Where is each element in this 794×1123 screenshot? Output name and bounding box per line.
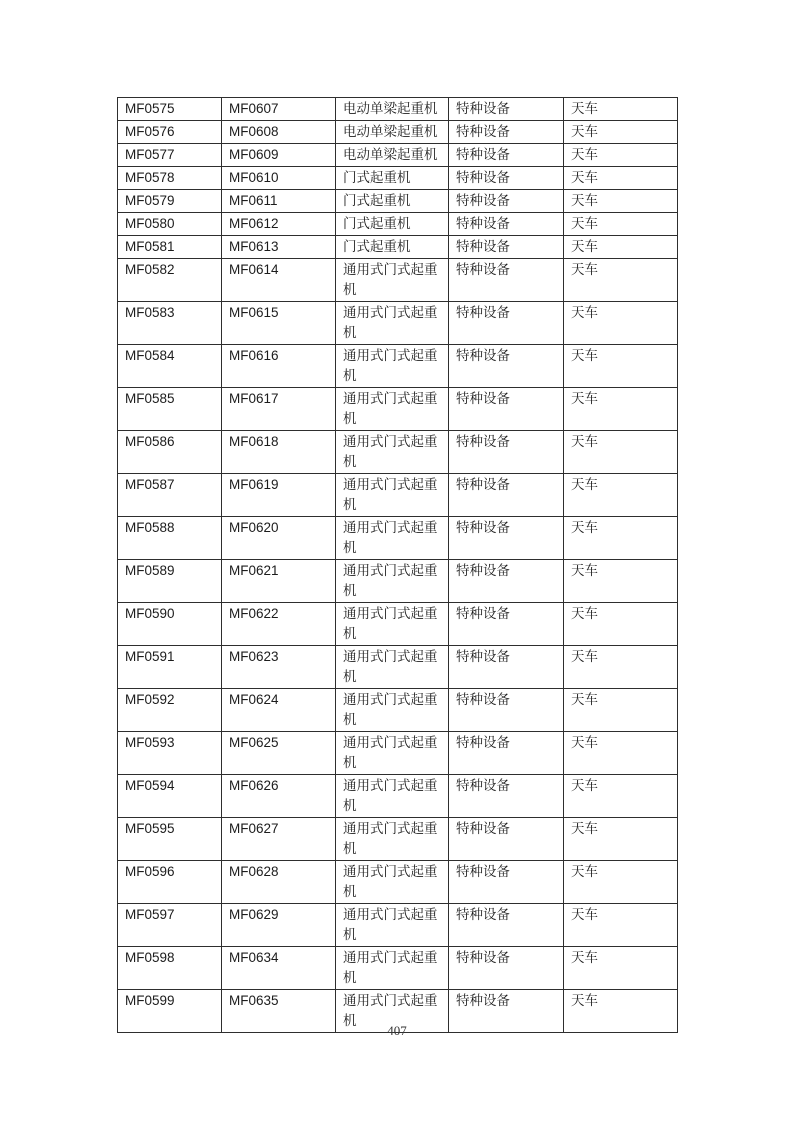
cell-code-new: MF0634 <box>222 947 336 990</box>
cell-alias: 天车 <box>564 98 678 121</box>
cell-code-new: MF0624 <box>222 689 336 732</box>
cell-equipment-name: 门式起重机 <box>336 167 449 190</box>
cell-code-new: MF0616 <box>222 345 336 388</box>
cell-equipment-name: 通用式门式起重机 <box>336 646 449 689</box>
cell-category: 特种设备 <box>449 431 564 474</box>
cell-code-old: MF0577 <box>118 144 222 167</box>
cell-alias: 天车 <box>564 818 678 861</box>
cell-category: 特种设备 <box>449 345 564 388</box>
cell-code-new: MF0635 <box>222 990 336 1033</box>
cell-alias: 天车 <box>564 560 678 603</box>
cell-code-old: MF0592 <box>118 689 222 732</box>
cell-equipment-name: 通用式门式起重机 <box>336 474 449 517</box>
cell-category: 特种设备 <box>449 861 564 904</box>
cell-equipment-name: 门式起重机 <box>336 190 449 213</box>
cell-code-new: MF0608 <box>222 121 336 144</box>
cell-category: 特种设备 <box>449 167 564 190</box>
cell-alias: 天车 <box>564 904 678 947</box>
cell-category: 特种设备 <box>449 560 564 603</box>
table-row <box>118 213 678 236</box>
cell-alias: 天车 <box>564 431 678 474</box>
equipment-table-body <box>118 98 678 1033</box>
table-row <box>118 818 678 861</box>
cell-code-new: MF0619 <box>222 474 336 517</box>
cell-code-old: MF0591 <box>118 646 222 689</box>
cell-equipment-name: 电动单梁起重机 <box>336 121 449 144</box>
cell-alias: 天车 <box>564 603 678 646</box>
cell-code-new: MF0627 <box>222 818 336 861</box>
cell-code-old: MF0581 <box>118 236 222 259</box>
cell-equipment-name: 通用式门式起重机 <box>336 775 449 818</box>
cell-category: 特种设备 <box>449 121 564 144</box>
cell-code-old: MF0599 <box>118 990 222 1033</box>
table-row <box>118 345 678 388</box>
cell-alias: 天车 <box>564 259 678 302</box>
cell-category: 特种设备 <box>449 818 564 861</box>
cell-code-new: MF0628 <box>222 861 336 904</box>
cell-alias: 天车 <box>564 517 678 560</box>
cell-equipment-name: 通用式门式起重机 <box>336 603 449 646</box>
cell-category: 特种设备 <box>449 302 564 345</box>
table-row <box>118 646 678 689</box>
table-row <box>118 689 678 732</box>
cell-code-new: MF0611 <box>222 190 336 213</box>
cell-code-old: MF0595 <box>118 818 222 861</box>
table-row <box>118 144 678 167</box>
table-row <box>118 259 678 302</box>
cell-code-old: MF0575 <box>118 98 222 121</box>
cell-code-new: MF0625 <box>222 732 336 775</box>
cell-code-old: MF0585 <box>118 388 222 431</box>
cell-alias: 天车 <box>564 732 678 775</box>
cell-category: 特种设备 <box>449 98 564 121</box>
table-row <box>118 474 678 517</box>
table-row <box>118 947 678 990</box>
cell-category: 特种设备 <box>449 144 564 167</box>
page-number: 407 <box>387 1023 407 1038</box>
cell-code-old: MF0593 <box>118 732 222 775</box>
cell-equipment-name: 通用式门式起重机 <box>336 947 449 990</box>
cell-equipment-name: 通用式门式起重机 <box>336 818 449 861</box>
cell-alias: 天车 <box>564 388 678 431</box>
cell-alias: 天车 <box>564 646 678 689</box>
table-row <box>118 388 678 431</box>
cell-alias: 天车 <box>564 345 678 388</box>
cell-code-old: MF0579 <box>118 190 222 213</box>
cell-alias: 天车 <box>564 302 678 345</box>
cell-category: 特种设备 <box>449 259 564 302</box>
cell-code-old: MF0586 <box>118 431 222 474</box>
table-row <box>118 861 678 904</box>
cell-category: 特种设备 <box>449 990 564 1033</box>
table-row <box>118 98 678 121</box>
cell-category: 特种设备 <box>449 689 564 732</box>
cell-equipment-name: 通用式门式起重机 <box>336 259 449 302</box>
cell-equipment-name: 通用式门式起重机 <box>336 689 449 732</box>
cell-code-new: MF0607 <box>222 98 336 121</box>
cell-equipment-name: 通用式门式起重机 <box>336 732 449 775</box>
cell-category: 特种设备 <box>449 947 564 990</box>
cell-code-old: MF0580 <box>118 213 222 236</box>
cell-code-new: MF0623 <box>222 646 336 689</box>
cell-code-old: MF0589 <box>118 560 222 603</box>
cell-alias: 天车 <box>564 236 678 259</box>
cell-equipment-name: 电动单梁起重机 <box>336 98 449 121</box>
table-row <box>118 732 678 775</box>
cell-category: 特种设备 <box>449 190 564 213</box>
cell-equipment-name: 通用式门式起重机 <box>336 904 449 947</box>
equipment-code-table <box>117 97 678 1033</box>
cell-code-old: MF0590 <box>118 603 222 646</box>
cell-code-old: MF0588 <box>118 517 222 560</box>
cell-code-old: MF0596 <box>118 861 222 904</box>
cell-category: 特种设备 <box>449 474 564 517</box>
cell-code-old: MF0576 <box>118 121 222 144</box>
cell-code-new: MF0614 <box>222 259 336 302</box>
cell-code-old: MF0583 <box>118 302 222 345</box>
cell-category: 特种设备 <box>449 517 564 560</box>
cell-category: 特种设备 <box>449 388 564 431</box>
table-row <box>118 236 678 259</box>
cell-code-old: MF0598 <box>118 947 222 990</box>
table-row <box>118 517 678 560</box>
cell-alias: 天车 <box>564 990 678 1033</box>
cell-equipment-name: 通用式门式起重机 <box>336 560 449 603</box>
cell-code-old: MF0584 <box>118 345 222 388</box>
cell-category: 特种设备 <box>449 775 564 818</box>
cell-category: 特种设备 <box>449 236 564 259</box>
table-row <box>118 302 678 345</box>
cell-code-new: MF0620 <box>222 517 336 560</box>
cell-code-old: MF0578 <box>118 167 222 190</box>
cell-category: 特种设备 <box>449 213 564 236</box>
table-row <box>118 121 678 144</box>
cell-equipment-name: 通用式门式起重机 <box>336 388 449 431</box>
table-row <box>118 603 678 646</box>
cell-alias: 天车 <box>564 689 678 732</box>
cell-code-new: MF0609 <box>222 144 336 167</box>
cell-code-new: MF0612 <box>222 213 336 236</box>
cell-alias: 天车 <box>564 190 678 213</box>
table-row <box>118 190 678 213</box>
cell-code-old: MF0597 <box>118 904 222 947</box>
table-row <box>118 431 678 474</box>
cell-category: 特种设备 <box>449 646 564 689</box>
cell-equipment-name: 门式起重机 <box>336 213 449 236</box>
cell-code-new: MF0613 <box>222 236 336 259</box>
cell-category: 特种设备 <box>449 732 564 775</box>
cell-code-new: MF0615 <box>222 302 336 345</box>
cell-alias: 天车 <box>564 213 678 236</box>
cell-category: 特种设备 <box>449 904 564 947</box>
table-row <box>118 560 678 603</box>
cell-code-old: MF0594 <box>118 775 222 818</box>
cell-equipment-name: 通用式门式起重机 <box>336 517 449 560</box>
table-row <box>118 167 678 190</box>
cell-alias: 天车 <box>564 474 678 517</box>
cell-code-new: MF0629 <box>222 904 336 947</box>
cell-alias: 天车 <box>564 947 678 990</box>
cell-code-new: MF0626 <box>222 775 336 818</box>
cell-code-new: MF0622 <box>222 603 336 646</box>
cell-alias: 天车 <box>564 861 678 904</box>
cell-category: 特种设备 <box>449 603 564 646</box>
cell-equipment-name: 通用式门式起重机 <box>336 990 449 1033</box>
cell-equipment-name: 电动单梁起重机 <box>336 144 449 167</box>
cell-code-old: MF0587 <box>118 474 222 517</box>
cell-code-new: MF0618 <box>222 431 336 474</box>
cell-alias: 天车 <box>564 121 678 144</box>
cell-code-new: MF0617 <box>222 388 336 431</box>
cell-equipment-name: 通用式门式起重机 <box>336 861 449 904</box>
cell-alias: 天车 <box>564 775 678 818</box>
cell-alias: 天车 <box>564 167 678 190</box>
table-row <box>118 775 678 818</box>
cell-equipment-name: 通用式门式起重机 <box>336 431 449 474</box>
cell-equipment-name: 门式起重机 <box>336 236 449 259</box>
table-row <box>118 904 678 947</box>
cell-equipment-name: 通用式门式起重机 <box>336 302 449 345</box>
cell-alias: 天车 <box>564 144 678 167</box>
cell-code-old: MF0582 <box>118 259 222 302</box>
cell-code-new: MF0610 <box>222 167 336 190</box>
cell-equipment-name: 通用式门式起重机 <box>336 345 449 388</box>
cell-code-new: MF0621 <box>222 560 336 603</box>
